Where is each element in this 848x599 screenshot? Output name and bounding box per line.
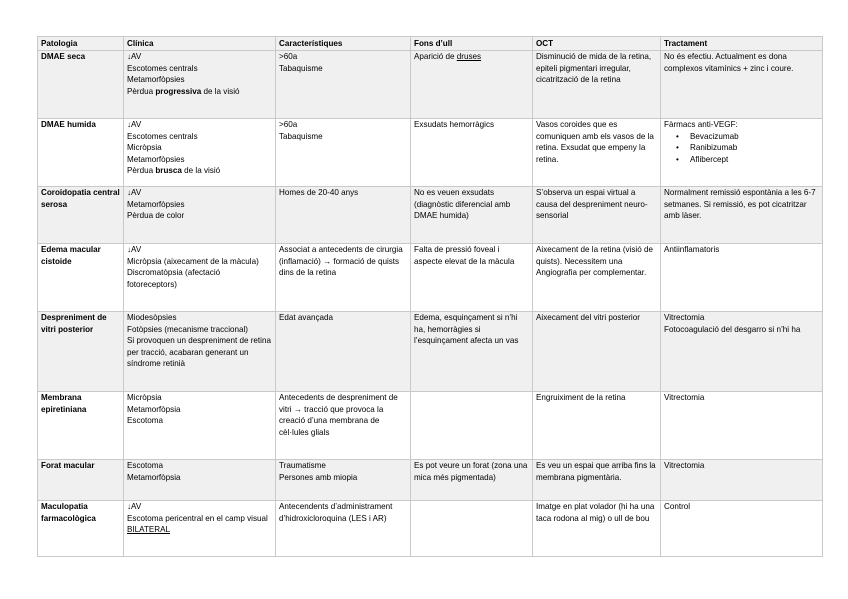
cell-clinica (124, 118, 276, 186)
cell-clinica (124, 50, 276, 118)
cell-oct: Imatge en plat volador (hi ha una taca rodona al mig) o ull de bou (533, 500, 661, 556)
table-header-row (38, 37, 823, 51)
caracteristica-line: Persones amb miopia (279, 472, 358, 482)
header-clinica: Clínica (124, 37, 276, 51)
cell-tractament: Normalment remissió espontània a les 6-7 setmanes. Si remissió, es pot cicatritzar amb làser. (661, 186, 823, 243)
cell-fons-ull (411, 391, 533, 459)
cell-fons-ull: Edema, esquinçament si n’hi ha, hemorràgies si l’esquinçament afecta un vas (411, 311, 533, 391)
text-run: Pèrdua (127, 166, 156, 176)
text-run: Aparició de (414, 52, 457, 62)
list-item: • Ranibizumab (690, 142, 819, 153)
clinica-line: Escotomes centrals (127, 63, 198, 73)
header-caracteristiques: Característiques (276, 37, 411, 51)
list-item: • Aflibercept (690, 154, 819, 165)
header-oct: OCT (533, 37, 661, 51)
table-row (38, 391, 823, 459)
cell-oct: Vasos coroides que es comuniquen amb els vasos de la retina. Exsudat que empeny la retina. (533, 118, 661, 186)
clinica-line: Escotomes centrals (127, 131, 198, 141)
clinica-line: Discromatòpsia (afectació fotoreceptors) (127, 268, 221, 289)
caracteristica-line: Tabaquisme (279, 63, 323, 73)
clinica-line: ↓AV (127, 120, 142, 130)
cell-tractament (661, 311, 823, 391)
cell-oct: Es veu un espai que arriba fins la membrana pigmentària. (533, 459, 661, 500)
header-tractament: Tractament (661, 37, 823, 51)
cell-oct: Engruiximent de la retina (533, 391, 661, 459)
header-fons-ull: Fons d’ull (411, 37, 533, 51)
cell-fons-ull: Es pot veure un forat (zona una mica més pigmentada) (411, 459, 533, 500)
clinica-line: Pèrdua de color (127, 211, 185, 221)
underlined-text: BILATERAL (127, 525, 171, 535)
caracteristica-line: Tabaquisme (279, 131, 323, 141)
cell-caracteristiques: Homes de 20-40 anys (276, 186, 411, 243)
clinica-line: Metamorfòpsia (127, 404, 181, 414)
header-patologia: Patologia (38, 37, 124, 51)
cell-clinica (124, 391, 276, 459)
cell-oct: Aixecament del vitri posterior (533, 311, 661, 391)
tractament-line: Vitrectomia (664, 313, 705, 323)
cell-fons-ull: Exsudats hemorràgics (411, 118, 533, 186)
underlined-text: druses (456, 52, 482, 62)
cell-tractament: Vitrectomia (661, 459, 823, 500)
cell-fons-ull (411, 500, 533, 556)
cell-caracteristiques: Edat avançada (276, 311, 411, 391)
cell-caracteristiques: Antecedents de despreniment de vitri → tracció que provoca la creació d’una membrana de cèl·lules glials (276, 391, 411, 459)
cell-clinica (124, 500, 276, 556)
emphasis-text: brusca (155, 166, 182, 176)
cell-clinica (124, 186, 276, 243)
clinica-line: Escotoma (127, 461, 163, 471)
emphasis-text: progressiva (155, 86, 202, 96)
cell-tractament: Vitrectomia (661, 391, 823, 459)
clinica-line: Metamorfòpsies (127, 75, 185, 85)
clinica-line: Metamorfòpsies (127, 154, 185, 164)
clinica-line (127, 524, 272, 535)
clinica-line: Micròpsia (127, 143, 162, 153)
cell-fons-ull (411, 50, 533, 118)
clinica-line: Fotòpsies (mecanisme traccional) (127, 324, 248, 334)
table-row (38, 50, 823, 118)
clinica-line: Escotoma (127, 416, 163, 426)
tractament-line: Fotocoagulació del desgarro si n’hi ha (664, 324, 801, 334)
caracteristica-line: >60a (279, 120, 298, 130)
clinica-line: ↓AV (127, 188, 142, 198)
table-row (38, 186, 823, 243)
cell-caracteristiques: Antecendents d’administrament d’hidroxicloroquina (LES i AR) (276, 500, 411, 556)
cell-oct: S’observa un espai virtual a causa del despreniment neuro-sensorial (533, 186, 661, 243)
cell-fons-ull: No es veuen exsudats (diagnòstic diferencial amb DMAE humida) (411, 186, 533, 243)
cell-patologia: DMAE humida (38, 118, 124, 186)
table-row (38, 243, 823, 311)
cell-oct: Disminució de mida de la retina, epiteli pigmentari irregular, cicatrització de la retina (533, 50, 661, 118)
caracteristica-line: >60a (279, 52, 298, 62)
clinica-line: Metamorfòpsia (127, 472, 181, 482)
clinica-line: Metamorfòpsies (127, 199, 185, 209)
cell-clinica (124, 311, 276, 391)
clinica-line: ↓AV (127, 245, 142, 255)
cell-patologia: DMAE seca (38, 50, 124, 118)
cell-patologia: Membrana epiretiniana (38, 391, 124, 459)
text-run: de la visió (181, 166, 221, 176)
cell-caracteristiques: Associat a antecedents de cirurgia (inflamació) → formació de quists dins de la retina (276, 243, 411, 311)
cell-clinica (124, 459, 276, 500)
caracteristica-line: Traumatisme (279, 461, 326, 471)
clinica-line (127, 165, 272, 176)
cell-caracteristiques (276, 118, 411, 186)
cell-patologia: Coroidopatia central serosa (38, 186, 124, 243)
clinica-line: ↓AV (127, 502, 142, 512)
clinica-line (127, 86, 272, 97)
cell-patologia: Edema macular cistoide (38, 243, 124, 311)
cell-oct: Aixecament de la retina (visió de quists). Necessitem una Angiografia per complementar. (533, 243, 661, 311)
cell-patologia: Despreniment de vitri posterior (38, 311, 124, 391)
cell-tractament: Antiinflamatoris (661, 243, 823, 311)
table-row (38, 118, 823, 186)
cell-caracteristiques (276, 50, 411, 118)
cell-fons-ull: Falta de pressió foveal i aspecte elevat de la màcula (411, 243, 533, 311)
cell-patologia: Maculopatia farmacològica (38, 500, 124, 556)
clinica-line: Si provoquen un despreniment de retina per tracció, acabaran generant un síndrome retinià (127, 336, 271, 369)
cell-caracteristiques (276, 459, 411, 500)
table-row (38, 459, 823, 500)
cell-patologia: Forat macular (38, 459, 124, 500)
clinica-line: Micròpsia (aixecament de la màcula) (127, 256, 259, 266)
clinica-line: Miodesòpsies (127, 313, 177, 323)
list-item: • Bevacizumab (690, 131, 819, 142)
cell-tractament (661, 118, 823, 186)
cell-tractament: No és efectiu. Actualment es dona complexos vitamínics + zinc i coure. (661, 50, 823, 118)
text-run: Pèrdua (127, 86, 156, 96)
tractament-title: Fàrmacs anti-VEGF: (664, 120, 738, 130)
clinica-line: Escotoma pericentral en el camp visual (127, 513, 268, 523)
pathology-table (37, 36, 823, 557)
text-run: de la visió (201, 86, 240, 96)
drug-list (664, 131, 819, 165)
table-row (38, 311, 823, 391)
cell-clinica (124, 243, 276, 311)
clinica-line: ↓AV (127, 52, 142, 62)
cell-tractament: Control (661, 500, 823, 556)
clinica-line: Micròpsia (127, 393, 162, 403)
table-row (38, 500, 823, 556)
